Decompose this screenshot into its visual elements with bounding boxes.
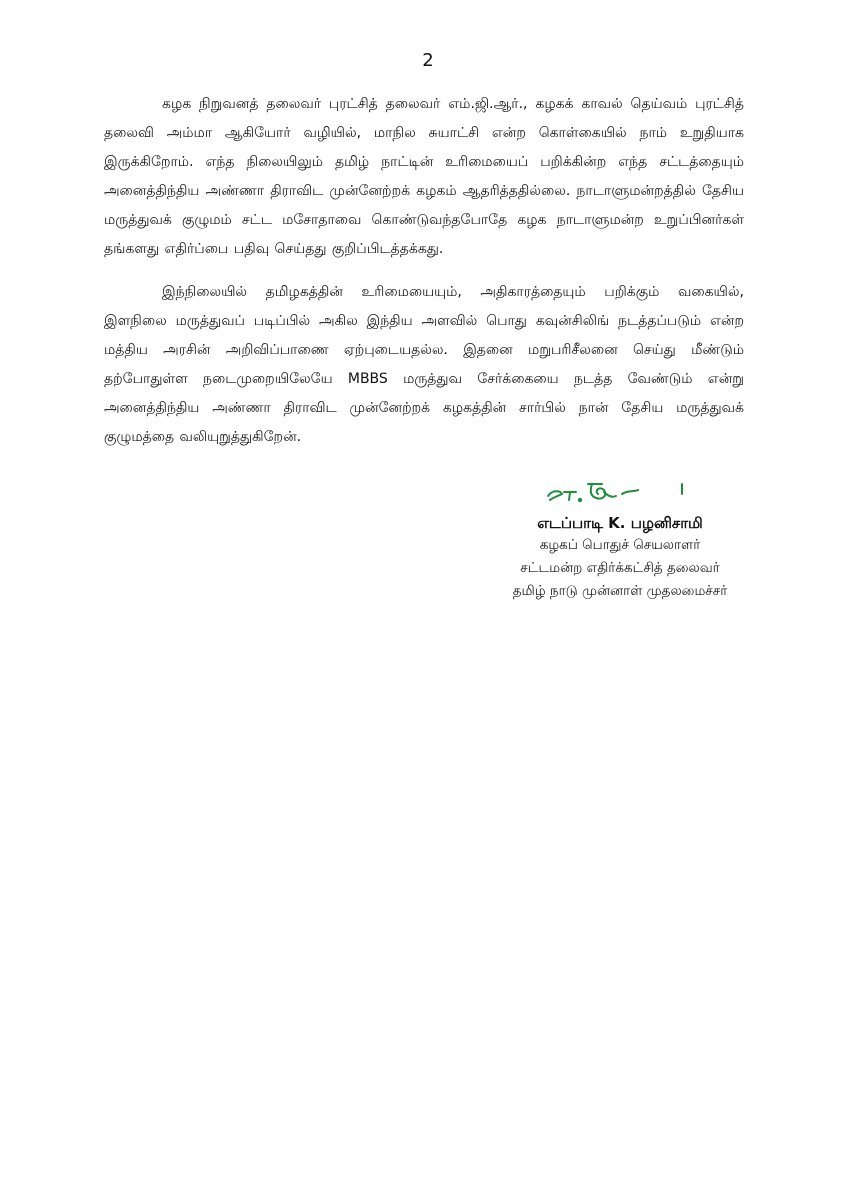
letter-body [104,90,744,466]
signatory-title: சட்டமன்ற எதிர்க்கட்சித் தலைவர் [520,560,720,576]
signatory-title: தமிழ் நாடு முன்னாள் முதலமைச்சர் [512,583,728,599]
signatory-name: எடப்பாடி K. பழனிசாமி [537,514,703,532]
paragraph: இந்நிலையில் தமிழகத்தின் உரிமையையும், அதிகாரத்தையும் பறிக்கும் வகையில், இளநிலை மருத்துவப் படிப்பில் அகில இந்திய அளவில் பொது கவுன்சிலிங் நடத்தப்படும் என்ற மத்திய அரசின் அறிவிப்பாணை ஏற்புடையதல்ல. இதனை மறுபரிசீலனை செய்து மீண்டும் தற்போதுள்ள நடைமுறையிலேயே MBBS மருத்துவ சேர்க்கையை நடத்த வேண்டும் என்று அனைத்திந்திய அண்ணா திராவிட முன்னேற்றக் கழகத்தின் சார்பில் நான் தேசிய மருத்துவக் குழுமத்தை வலியுறுத்துகிறேன். [104,284,744,445]
signature-block [480,512,760,603]
handwritten-signature [542,478,690,508]
paragraph: கழக நிறுவனத் தலைவர் புரட்சித் தலைவர் எம்.ஜி.ஆர்., கழகக் காவல் தெய்வம் புரட்சித் தலைவி அம்மா ஆகியோர் வழியில், மாநில சுயாட்சி என்ற கொள்கையில் நாம் உறுதியாக இருக்கிறோம். எந்த நிலையிலும் தமிழ் நாட்டின் உரிமையைப் பறிக்கின்ற எந்த சட்டத்தையும் அனைத்திந்திய அண்ணா திராவிட முன்னேற்றக் கழகம் ஆதரித்ததில்லை. நாடாளுமன்றத்தில் தேசிய மருத்துவக் குழுமம் சட்ட மசோதாவை கொண்டுவந்தபோதே கழக நாடாளுமன்ற உறுப்பினர்கள் தங்களது எதிர்ப்பை பதிவு செய்தது குறிப்பிடத்தக்கது. [104,96,744,257]
page-number: 2 [422,50,434,71]
signatory-title: கழகப் பொதுச் செயலாளர் [539,537,701,553]
